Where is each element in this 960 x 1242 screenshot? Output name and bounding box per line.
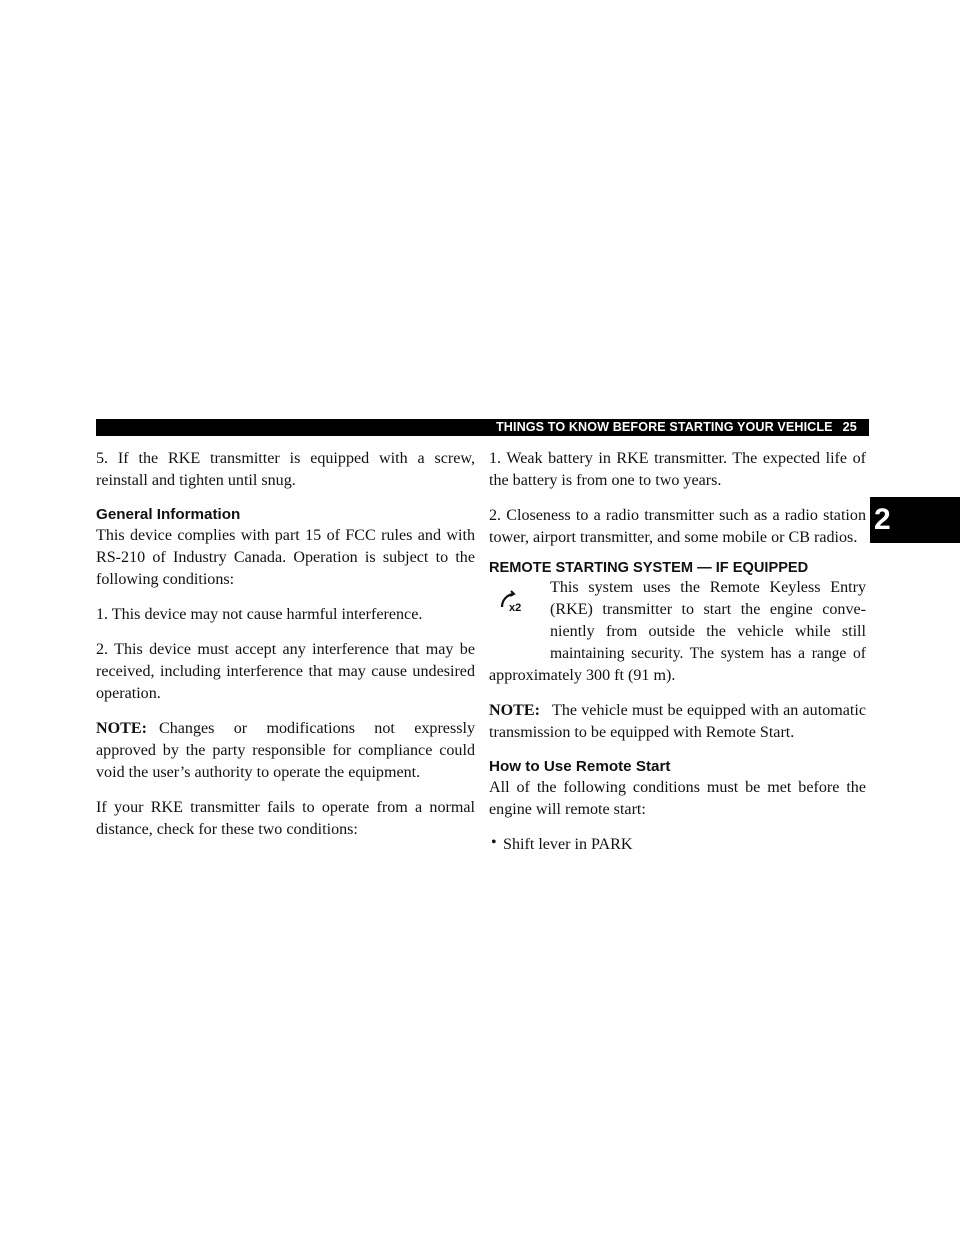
paragraph: 2. This device must accept any interference that may be received, including interference that may cause undesired operation. xyxy=(96,641,475,702)
paragraph: If your RKE transmitter fails to operate from a normal distance, check for these two conditions: xyxy=(96,799,475,838)
paragraph: This device complies with part 15 of FCC rules and with RS-210 of Industry Canada. Operation is subject to the following conditions: xyxy=(96,527,475,588)
left-column xyxy=(96,448,475,854)
remote-start-icon xyxy=(497,589,533,619)
paragraph: 1. This device may not cause harmful interference. xyxy=(96,606,423,623)
note-label: NOTE: xyxy=(96,720,147,737)
paragraph: 5. If the RKE transmitter is equipped with a screw, reinstall and tighten until snug. xyxy=(96,450,475,489)
text-line: maintaining security. The system has a range of xyxy=(550,645,866,662)
header-rule xyxy=(96,419,491,436)
heading-general-information: General Information xyxy=(96,506,241,523)
note-paragraph xyxy=(96,718,475,784)
right-column xyxy=(489,448,866,856)
section-title: THINGS TO KNOW BEFORE STARTING YOUR VEHICLE xyxy=(496,420,833,434)
note-text: Changes or modifications not expressly approved by the party responsible for compliance could void the user’s authority to operate the equipment. xyxy=(96,720,475,781)
page-number: 25 xyxy=(842,420,857,434)
list-item-text: Shift lever in PARK xyxy=(503,836,633,853)
heading-remote-starting-system: REMOTE STARTING SYSTEM — IF EQUIPPED xyxy=(489,560,809,576)
paragraph: 2. Closeness to a radio transmitter such as a radio station tower, airport transmitter, and some mobile or CB radios. xyxy=(489,507,866,546)
text-line: niently from outside the vehicle while still xyxy=(550,623,866,640)
chapter-tab: 2 xyxy=(870,497,960,543)
text-line: approximately 300 ft (91 m). xyxy=(489,667,676,684)
note-text: The vehicle must be equipped with an automatic transmission to be equipped with Remote Start. xyxy=(489,702,866,741)
note-label: NOTE: xyxy=(489,702,540,719)
text-line: (RKE) transmitter to start the engine conve- xyxy=(550,601,866,618)
bullet-symbol: • xyxy=(491,834,497,851)
heading-how-to-use-remote-start: How to Use Remote Start xyxy=(489,758,671,775)
text-line: This system uses the Remote Keyless Entry xyxy=(550,579,866,596)
paragraph: 1. Weak battery in RKE transmitter. The expected life of the battery is from one to two years. xyxy=(489,450,866,489)
running-header xyxy=(496,418,857,437)
paragraph: All of the following conditions must be met before the engine will remote start: xyxy=(489,779,866,818)
list-item xyxy=(489,834,866,856)
note-paragraph xyxy=(489,700,866,744)
remote-icon-label: x2 xyxy=(509,602,522,614)
remote-start-intro xyxy=(489,577,866,687)
